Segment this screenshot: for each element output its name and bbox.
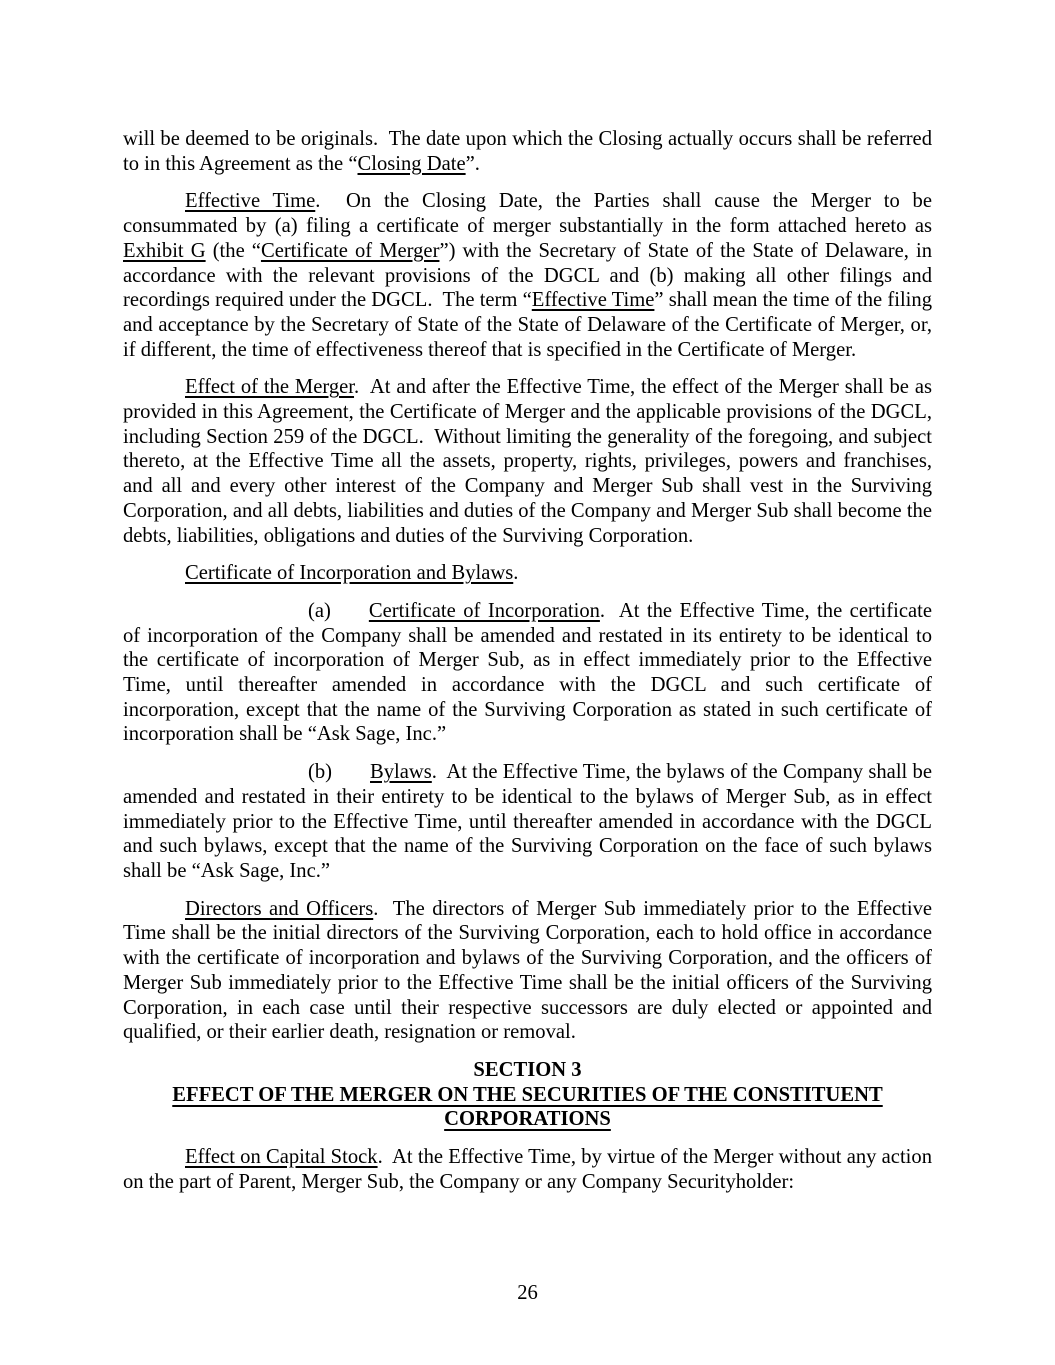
paragraph-item-b-bylaws: [123, 760, 932, 884]
text-run: Exhibit G: [123, 239, 206, 262]
text-run: (a): [308, 599, 331, 622]
text-run: Certificate of Incorporation: [368, 599, 600, 622]
text-run: Effect of the Merger: [185, 376, 355, 399]
paragraph-certificate-of-incorporation-and-bylaws-heading: [123, 561, 932, 586]
text-run: . At the Effective Time, the bylaws of the Company shall be amended and restated in their entirety to be identical to the bylaws of Merger Sub, as in effect immediately prior to the Effective Time, until thereafter amended in accordance with the DGCL and such bylaws, except that the name of the Surviving Corporation on the face of such bylaws shall be “Ask Sage, Inc.”: [123, 761, 932, 882]
text-run: will be deemed to be originals. The date upon which the Closing actually occurs shall be referred to in this Agreement as the “: [123, 128, 932, 175]
text-run: (the “: [205, 239, 261, 262]
text-run: Bylaws: [370, 761, 432, 784]
paragraph-effect-on-capital-stock: [123, 1145, 932, 1194]
text-run: Closing Date: [357, 152, 466, 175]
page-number: 26: [517, 1282, 538, 1304]
heading-line: CORPORATIONS: [444, 1108, 611, 1131]
paragraph-effective-time: [123, 189, 932, 362]
paragraph-directors-and-officers: [123, 897, 932, 1045]
text-run: Effective Time: [531, 289, 655, 312]
text-run: (b): [308, 761, 333, 784]
text-run: . On the Closing Date, the Parties shall cause the Merger to be consummated by (a) filing a certificate of merger substantially in the form attached hereto as: [123, 190, 932, 238]
paragraph-effect-of-the-merger: [123, 375, 932, 548]
document-content: [123, 127, 932, 1194]
text-run: . At the Effective Time, by virtue of the Merger without any action on the part of Parent, Merger Sub, the Company or any Company Securityholder:: [123, 1146, 932, 1193]
paragraph-closing-date: [123, 127, 932, 176]
text-run: Certificate of Merger: [260, 239, 440, 262]
text-run: ”) with the Secretary of State of the State of Delaware, in accordance with the relevant provisions of the DGCL and (b) making all other filings and recordings required under the DGCL. The term “: [123, 239, 932, 312]
heading-line: SECTION 3: [473, 1058, 582, 1081]
section-3-heading: [123, 1058, 932, 1132]
paragraph-item-a-certificate-of-incorporation: [123, 599, 932, 747]
text-run: Effective Time: [185, 190, 316, 213]
text-run: . At and after the Effective Time, the effect of the Merger shall be as provided in this Agreement, the Certificate of Merger and the applicable provisions of the DGCL, including Section 259 of the DGCL. Without limiting the generality of the foregoing, and subject thereto, at the Effective Time all the assets, property, rights, privileges, powers and franchises, and all and every other interest of the Company and Merger Sub shall vest in the Surviving Corporation, and all debts, liabilities and duties of the Company and Merger Sub shall become the debts, liabilities, obligations and duties of the Surviving Corporation.: [123, 376, 932, 547]
text-run: .: [513, 562, 519, 585]
text-run: Directors and Officers: [185, 897, 374, 920]
text-run: ”.: [465, 152, 480, 175]
text-run: . The directors of Merger Sub immediately prior to the Effective Time shall be the initial directors of the Surviving Corporation, each to hold office in accordance with the certificate of incorporation and bylaws of the Surviving Corporation, and the officers of Merger Sub immediately prior to the Effective Time shall be the initial officers of the Surviving Corporation, in each case until their respective successors are duly elected or appointed and qualified, or their earlier death, resignation or removal.: [123, 897, 933, 1044]
text-run: Certificate of Incorporation and Bylaws: [185, 562, 514, 585]
heading-line: EFFECT OF THE MERGER ON THE SECURITIES OF THE CONSTITUENT: [172, 1083, 883, 1106]
text-run: . At the Effective Time, the certificate of incorporation of the Company shall be amended and restated in its entirety to be identical to the certificate of incorporation of Merger Sub, as in effect immediately prior to the Effective Time, until thereafter amended in accordance with the DGCL and such certificate of incorporation, except that the name of the Surviving Corporation as stated in such certificate of incorporation shall be “Ask Sage, Inc.”: [123, 599, 932, 746]
text-run: Effect on Capital Stock: [185, 1146, 378, 1169]
text-run: ” shall mean the time of the filing and acceptance by the Secretary of State of the State of Delaware of the Certificate of Merger, or, if different, the time of effectiveness thereof that is specified in the Certificate of Merger.: [123, 289, 932, 361]
